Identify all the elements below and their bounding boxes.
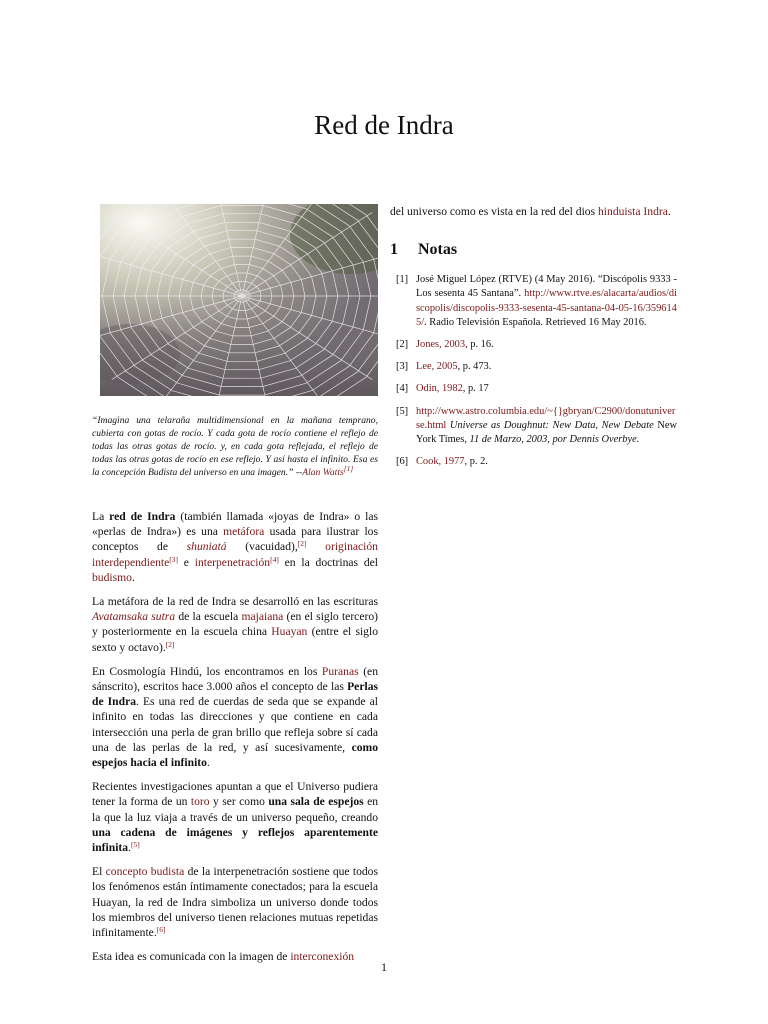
note-link[interactable]: Jones, 2003 [416, 339, 466, 351]
link-puranas[interactable]: Puranas [321, 664, 359, 678]
paragraph-3: En Cosmología Hindú, los encontramos en los Puranas (en sánscrito), escritos hace 3.000 años el concepto de las Perlas de Indra. Es una red de cuerdas de seda que se expande al infinito en todas las direcciones y que contiene en cada intersección una perla de gran brillo que refleja sobre sí cada una de las perlas de la red, y así sucesivamente, como espejos hacia el infinito. [92, 664, 379, 770]
ref-link[interactable]: [2] [165, 639, 175, 649]
note-link[interactable]: Cook, 1977 [416, 456, 465, 468]
page-title: Red de Indra [314, 110, 454, 140]
ref-link[interactable]: [3] [169, 554, 179, 564]
note-item: [5] http://www.astro.columbia.edu/~{}gbryan/C2900/donutuniverse.html Universe as Doughnut: New Data, New Debate New York Times, 11 de Marzo, 2003, por Dennis Overbye. [396, 405, 677, 446]
link-hinduista[interactable]: hinduista [598, 205, 641, 218]
paragraph-6: Esta idea es comunicada con la imagen de interconexión [92, 950, 355, 964]
link-toro[interactable]: toro [190, 795, 210, 809]
note-item: [1] José Miguel López (RTVE) (4 May 2016). “Discópolis 9333 - Los sesenta 45 Santana”. http://www.rtve.es/alacarta/audios/discopolis/discopolis-9333-sesenta-45-santana-04-05-16/3596145/. Radio Televisión Española. Retrieved 16 May 2016. [396, 274, 677, 328]
ref-link[interactable]: [6] [156, 925, 166, 935]
caption-ref[interactable]: [1] [343, 464, 354, 473]
link-huayan[interactable]: Huayan [271, 625, 308, 639]
ref-link[interactable]: [5] [130, 840, 140, 850]
link-interconexion[interactable]: interconexión [290, 950, 355, 964]
note-item: [2] Jones, 2003, p. 16. [396, 339, 494, 351]
note-url-link[interactable]: http://www.rtve.es/alacarta/audios/discopolis/discopolis-9333-sesenta-45-santana-04-05-16/3596145/ [416, 288, 677, 328]
link-originacion[interactable]: originación interdependiente [92, 540, 378, 569]
image-caption: “Imagina una telaraña multidimensional en la mañana temprano, cubierta con gotas de rocío. Y cada gota de rocío contiene el reflejo de todas las otras gotas de rocío. y, en cada gota reflejada, el reflejo de todas las otras gotas de rocío en ese reflejo. Y así hasta el infinito. Esa es la concepción Budista del universo en una imagen.” --Alan Watts[1] [92, 415, 378, 478]
notes-list [390, 273, 677, 469]
ref-link[interactable]: [4] [270, 554, 279, 564]
left-column [92, 204, 378, 973]
note-link[interactable]: Odin, 1982 [416, 383, 463, 395]
link-shuniata[interactable]: shuniatá [186, 540, 227, 554]
link-metafora[interactable]: metáfora [223, 525, 265, 539]
link-indra[interactable]: Indra [643, 205, 668, 218]
note-item: [4] Odin, 1982, p. 17 [396, 383, 489, 395]
ref-link[interactable]: [2] [297, 539, 307, 549]
note-item: [3] Lee, 2005, p. 473. [396, 361, 492, 373]
note-url-link[interactable]: http://www.astro.columbia.edu/~{}gbryan/C2900/donutuniverse.html [416, 405, 676, 431]
right-column [390, 204, 677, 477]
spider-web-photo [100, 204, 386, 396]
link-concepto-budista[interactable]: concepto budista [105, 865, 185, 879]
page-number: 1 [381, 960, 387, 974]
link-majaiana[interactable]: majaiana [241, 610, 284, 624]
paragraph-1: La red de Indra (también llamada «joyas de Indra» o las «perlas de Indra») es una metáfora usada para ilustrar los conceptos de shuniatá (vacuidad),[2] originación interdependiente[3] e interpenetración[4] en la doctrinas del budismo. [92, 510, 378, 584]
note-item: [6] Cook, 1977, p. 2. [396, 456, 488, 468]
paragraph-4: Recientes investigaciones apuntan a que el Universo pudiera tener la forma de un toro y ser como una sala de espejos en la que la luz viaja a través de un universo pequeño, creando una cadena de imágenes y reflejos aparentemente infinita.[5] [92, 780, 379, 855]
link-interpenetracion[interactable]: interpenetración [194, 555, 271, 569]
paragraph-continuation: del universo como es vista en la red del dios hinduista Indra. [390, 205, 671, 218]
notes-heading: 1 Notas [390, 241, 458, 259]
paragraph-5: El concepto budista de la interpenetración sostiene que todos los fenómenos están íntimamente conectados; para la escuela Huayan, la red de Indra simboliza un universo donde todos los miembros del universo tienen relaciones mutuas repetidas infinitamente.[6] [92, 865, 378, 940]
link-avatamsaka[interactable]: Avatamsaka sutra [92, 610, 176, 624]
link-budismo[interactable]: budismo [92, 570, 132, 584]
paragraph-2: La metáfora de la red de Indra se desarrolló en las escrituras Avatamsaka sutra de la escuela majaiana (en el siglo tercero) y posteriormente en la escuela china Huayan (entre el siglo sexto y octavo).[2] [92, 595, 378, 654]
caption-author-link[interactable]: Alan Watts [302, 467, 344, 478]
note-link[interactable]: Lee, 2005 [416, 361, 458, 373]
